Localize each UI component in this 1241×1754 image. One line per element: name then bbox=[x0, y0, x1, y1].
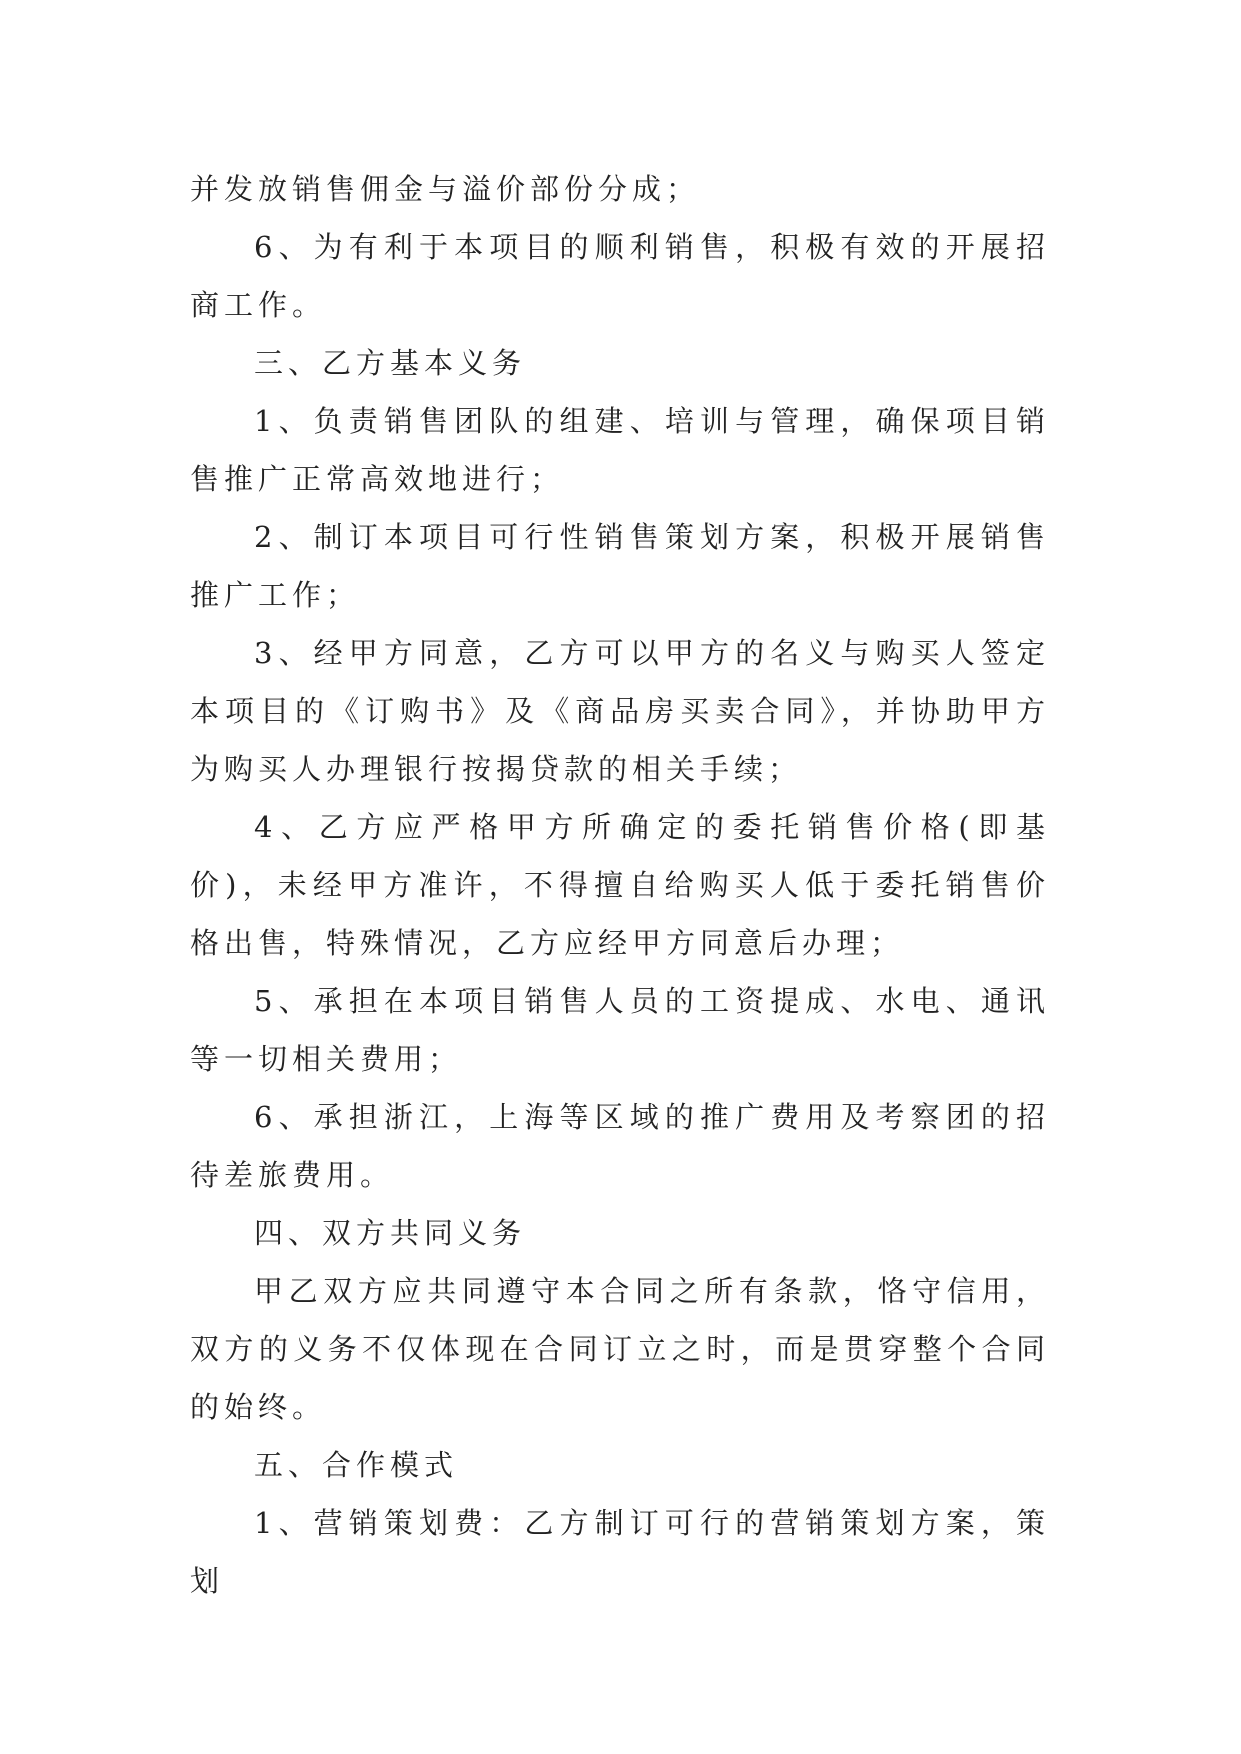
section-heading-3: 三、乙方基本义务 bbox=[254, 346, 527, 380]
section-heading-5: 五、合作模式 bbox=[254, 1448, 459, 1482]
paragraph-item-5-costs: 5、承担在本项目销售人员的工资提成、水电、通讯等一切相关费用； bbox=[190, 984, 1050, 1076]
paragraph-mutual-obligations: 甲乙双方应共同遵守本合同之所有条款，恪守信用，双方的义务不仅体现在合同订立之时，而是贯穿整个合同的始终。 bbox=[190, 1274, 1050, 1424]
paragraph-item-1-marketing-fee: 1、营销策划费：乙方制订可行的营销策划方案，策划 bbox=[190, 1506, 1050, 1598]
paragraph-item-1-team: 1、负责销售团队的组建、培训与管理，确保项目销售推广正常高效地进行； bbox=[190, 404, 1050, 496]
document-body bbox=[190, 160, 1050, 1610]
paragraph-item-4-price: 4、乙方应严格甲方所确定的委托销售价格(即基价)，未经甲方准许，不得擅自给购买人低于委托销售价格出售，特殊情况，乙方应经甲方同意后办理； bbox=[190, 810, 1050, 960]
paragraph-item-3-contract: 3、经甲方同意，乙方可以甲方的名义与购买人签定本项目的《订购书》及《商品房买卖合同》，并协助甲方为购买人办理银行按揭贷款的相关手续； bbox=[190, 636, 1050, 786]
paragraph-item-6-investment: 6、为有利于本项目的顺利销售，积极有效的开展招商工作。 bbox=[190, 230, 1050, 322]
paragraph-continuation: 并发放销售佣金与溢价部份分成； bbox=[190, 172, 701, 206]
section-heading-4: 四、双方共同义务 bbox=[254, 1216, 527, 1250]
paragraph-item-2-plan: 2、制订本项目可行性销售策划方案，积极开展销售推广工作； bbox=[190, 520, 1050, 612]
paragraph-item-6-promotion: 6、承担浙江，上海等区域的推广费用及考察团的招待差旅费用。 bbox=[190, 1100, 1050, 1192]
